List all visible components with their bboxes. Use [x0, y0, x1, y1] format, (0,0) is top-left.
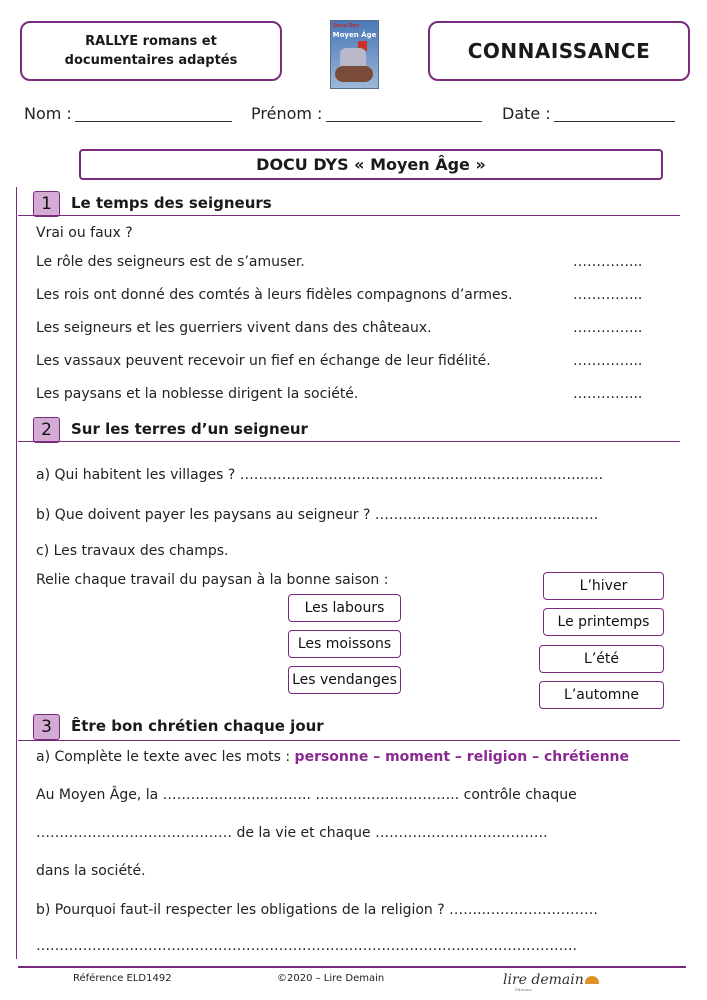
question-3a-prefix: a) Complète le texte avec les mots :	[36, 749, 291, 765]
statement-4: Les vassaux peuvent recevoir un fief en échange de leur fidélité.	[36, 353, 491, 369]
section-3-number: 3	[33, 714, 60, 740]
season-box-printemps[interactable]: Le printemps	[543, 608, 664, 636]
logo-text: lire demain	[503, 972, 584, 988]
answer-blank-2[interactable]: …………...	[573, 287, 643, 303]
footer-reference: Référence ELD1492	[73, 973, 172, 984]
cover-brand: Docu Dys	[333, 23, 360, 29]
season-box-automne[interactable]: L’automne	[539, 681, 664, 709]
section-1-title: Le temps des seigneurs	[71, 194, 272, 212]
season-box-hiver[interactable]: L’hiver	[543, 572, 664, 600]
category-label: CONNAISSANCE	[467, 39, 651, 63]
date-field[interactable]	[554, 121, 675, 122]
statement-2: Les rois ont donné des comtés à leurs fidèles compagnons d’armes.	[36, 287, 513, 303]
question-3b: b) Pourquoi faut-il respecter les obligations de la religion ? ……..……………………	[36, 902, 599, 918]
sun-icon	[585, 976, 599, 984]
section-3-title: Être bon chrétien chaque jour	[71, 717, 324, 735]
document-title: DOCU DYS « Moyen Âge »	[256, 155, 486, 174]
book-cover-image	[330, 20, 379, 89]
logo-tagline: Éditions	[515, 987, 532, 992]
fill-text-line-1: Au Moyen Âge, la ………………...……….. ………..……………….. contrôle chaque	[36, 787, 577, 803]
section-2-title: Sur les terres d’un seigneur	[71, 420, 308, 438]
section-2-number: 2	[33, 417, 60, 443]
nom-label: Nom :	[24, 104, 72, 123]
section-1-number: 1	[33, 191, 60, 217]
date-label: Date :	[502, 104, 551, 123]
answer-blank-1[interactable]: …………...	[573, 254, 643, 270]
answer-blank-5[interactable]: …………...	[573, 386, 643, 402]
prenom-field[interactable]	[326, 121, 482, 122]
section-1-instruction: Vrai ou faux ?	[36, 225, 133, 241]
statement-5: Les paysans et la noblesse dirigent la société.	[36, 386, 359, 402]
rallye-line-2: documentaires adaptés	[64, 53, 238, 68]
left-margin-line	[16, 187, 17, 959]
section-2-rule	[18, 441, 680, 442]
word-bank: personne – moment – religion – chrétienne	[294, 749, 630, 765]
season-box-ete[interactable]: L’été	[539, 645, 664, 673]
section-3-rule	[18, 740, 680, 741]
answer-blank-3[interactable]: …………...	[573, 320, 643, 336]
rallye-line-1: RALLYE romans et	[85, 34, 217, 49]
answer-line-3b[interactable]: ……………………………………………………………………………………………………..	[36, 938, 577, 954]
prenom-label: Prénom :	[251, 104, 323, 123]
cover-title: Moyen Âge	[332, 31, 377, 39]
statement-1: Le rôle des seigneurs est de s’amuser.	[36, 254, 305, 270]
work-box-labours[interactable]: Les labours	[288, 594, 401, 622]
section-1-rule	[18, 215, 680, 216]
footer-copyright: ©2020 – Lire Demain	[277, 973, 385, 984]
fill-text-line-3: dans la société.	[36, 863, 146, 879]
question-2c: c) Les travaux des champs.	[36, 543, 229, 559]
question-2a: a) Qui habitent les villages ? ………………………………………………………………..….	[36, 467, 604, 483]
question-3a	[36, 749, 629, 765]
statement-3: Les seigneurs et les guerriers vivent dans des châteaux.	[36, 320, 432, 336]
matching-instruction: Relie chaque travail du paysan à la bonne saison :	[36, 572, 389, 588]
work-box-vendanges[interactable]: Les vendanges	[288, 666, 401, 694]
document-title-box	[79, 149, 663, 180]
lire-demain-logo	[503, 972, 599, 992]
nom-field[interactable]	[75, 121, 232, 122]
answer-blank-4[interactable]: …………...	[573, 353, 643, 369]
work-box-moissons[interactable]: Les moissons	[288, 630, 401, 658]
cover-horse	[335, 66, 373, 82]
question-2b: b) Que doivent payer les paysans au seigneur ? …………………………………..…….	[36, 507, 599, 523]
footer-rule	[18, 966, 686, 968]
category-box	[428, 21, 690, 81]
rallye-label-box	[20, 21, 282, 81]
fill-text-line-2: …………………………………… de la vie et chaque ……………………………….	[36, 825, 548, 841]
